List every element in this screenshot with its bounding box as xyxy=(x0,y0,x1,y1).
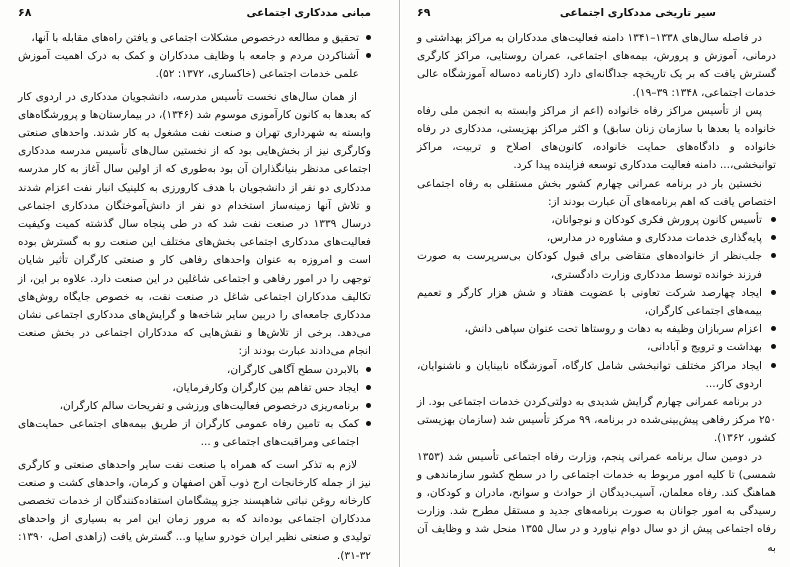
right-bullets xyxy=(417,211,776,393)
left-bullets-top xyxy=(18,29,371,84)
list-item: آشناکردن مردم و جامعه با وظایف مددکاران و کمک به درک اهمیت آموزش علمی خدمات اجتماعی (خاکساری، ۱۳۷۲: ۵۲). xyxy=(18,47,371,83)
paragraph: پس از تأسیس مراکز رفاه خانواده (اعم از مراکز وابسته به انجمن ملی رفاه خانواده یا بعدها با سازمان زنان سابق) و اکثر مراکز بهزیستی، مددکاری در رفاه خانواده و دادگاه‌های حمایت خانواده، کانون‌های اصلاح و تربیت، مراکز توانبخشی،... دامنه فعالیت مددکاری توسعه فزاینده پیدا کرد. xyxy=(417,104,776,172)
list-item: تأسیس کانون پرورش فکری کودکان و نوجوانان، xyxy=(417,211,776,229)
list-item: ایجاد مراکز مختلف توانبخشی شامل کارگاه، آموزشگاه نابینایان و ناشنوایان، اردوی کار،... xyxy=(417,357,776,393)
right-page-title: سیر تاریخی مددکاری اجتماعی xyxy=(559,7,716,19)
bullet-icon xyxy=(366,53,371,58)
list-item: برنامه‌ریزی درخصوص فعالیت‌های ورزشی و تفریحات سالم کارگران، xyxy=(18,397,371,415)
bullet-icon xyxy=(771,326,776,331)
left-bullets-mid xyxy=(18,361,371,452)
list-item: ایجاد حس تفاهم بین کارگران وکارفرمایان، xyxy=(18,379,371,397)
bullet-icon xyxy=(771,217,776,222)
list-item: کمک به تامین رفاه عمومی کارگران از طریق بیمه‌های اجتماعی حمایت‌های اجتماعی ومراقبت‌های اجتماعی و ... xyxy=(18,415,371,451)
left-page-title: مبانی مددکاری اجتماعی xyxy=(246,7,371,19)
paragraph: نخستین بار در برنامه عمرانی چهارم کشور بخش مستقلی به رفاه اجتماعی اختصاص یافت که اهم برنامه‌های آن عبارت بودند از: xyxy=(417,177,776,208)
left-running-head xyxy=(18,6,371,19)
paragraph: در فاصله سال‌های ۱۳۳۸–۱۳۴۱ دامنه فعالیت‌های مددکاران به مراکز بهداشتی و درمانی، آموزش و پرورش، بیمه‌های اجتماعی، عمران روستایی، مراکز کارگری گسترش یافت که بر یک تاریخچه جداگانه‌ای دارد (کارنامه ده‌ساله آموزشگاه عالی خدمات اجتماعی، ۱۳۴۸: ۳۹–۱۹). xyxy=(417,32,776,99)
list-item: ایجاد چهارصد شرکت تعاونی با عضویت هفتاد و شش هزار کارگر و تعمیم بیمه‌های اجتماعی کارگران، xyxy=(417,284,776,320)
bullet-icon xyxy=(366,385,371,390)
right-page xyxy=(401,0,790,567)
right-page-number: ۶۹ xyxy=(417,6,431,19)
paragraph: از همان سال‌های نخست تأسیس مدرسه، دانشجویان مددکاری در اردوی کار که بعدها به کانون کارآموزی موسوم شد (۱۳۴۶)، در بیمارستان‌ها و پرورشگاه‌های وابسته به شهرداری تهران و صنعت نفت مشغول به کار شدند. واحدهای صنعتی وکارگری نیز از بخش‌هایی بود که از نخستین سال‌های تأسیس مدرسه مددکاری اجتماعی مدنظر بنیانگذاران آن بود به‌طوری که از اولین سال آغاز به کار مدرسه مددکاری دو نفر از دانشجویان با هدف کارورزی به کلینیک انبار نفت اعزام شدند و تلاش آنها زمینه‌ساز استخدام دو نفر از دانش‌آموختگان مددکاری اجتماعی درسال ۱۳۳۹ در صنعت نفت شد که در طی پنجاه سال گذشته کمیت وکیفیت فعالیت‌های مددکاری اجتماعی بخش‌های مختلف این صنعت رو به گسترش بوده است و امروزه به عنوان واحدهای رفاهی کار و صنعتی کارگران تأثیر شایان توجهی را در امور رفاهی و اجتماعی شاغلین در این صنعت دارد. علاوه بر این، از تکالیف مددکاران اجتماعی شاغل در صنعت نفت، به خصوص جایگاه روش‌های مددکاری جامعه‌ای را دربین سایر شاخه‌ها و گرایش‌های مددکاری اجتماعی نشان می‌دهد. برخی از تلاش‌ها و نقش‌هایی که مددکاران اجتماعی در بخش صنعت انجام می‌دادند عبارت بودند از: xyxy=(18,90,371,358)
list-item: جلب‌نظر از خانواده‌های متقاضی برای قبول کودکان بی‌سرپرست به صورت فرزند خوانده توسط مددکاری وزارت دادگستری، xyxy=(417,247,776,283)
left-page-number: ۶۸ xyxy=(18,6,32,19)
bullet-icon xyxy=(771,290,776,295)
bullet-icon xyxy=(366,403,371,408)
paragraph: در برنامه عمرانی چهارم گرایش شدیدی به دولتی‌کردن خدمات اجتماعی بود. از ۲۵۰ مرکز رفاهی پیش‌بینی‌شده در برنامه، ۹۹ مرکز تأسیس شد (سازمان بهزیستی کشور، ۱۳۶۲). xyxy=(417,396,777,445)
bullet-icon xyxy=(771,253,776,258)
list-item: بهداشت و ترویج و آبادانی، xyxy=(417,338,776,356)
list-item: اعزام سربازان وظیفه به دهات و روستاها تحت عنوان سپاهی دانش، xyxy=(417,320,776,338)
bullet-icon xyxy=(366,421,371,426)
right-running-head xyxy=(417,6,776,19)
list-item: بالابردن سطح آگاهی کارگران، xyxy=(18,361,371,379)
bullet-icon xyxy=(771,344,776,349)
list-item: پایه‌گذاری خدمات مددکاری و مشاوره در مدارس، xyxy=(417,229,776,247)
paragraph: در دومین سال برنامه عمرانی پنجم، وزارت رفاه اجتماعی تأسیس شد (۱۳۵۳ شمسی) تا کلیه امور مربوط به خدمات اجتماعی را در سطح کشور سازماندهی و هماهنگ کند. رفاه معلمان، آسیب‌دیدگان از حوادث و سوانح، مادران و کودکان، و رسیدگی به امور جوانان به صورت برنامه‌های جدید و مستقل مطرح شد. وزارت رفاه اجتماعی پیش از دو سال دوام نیاورد و در سال ۱۳۵۵ منحل شد و وظایف آن به xyxy=(417,450,776,554)
list-item: تحقیق و مطالعه درخصوص مشکلات اجتماعی و یافتن راه‌های مقابله با آنها، xyxy=(18,29,371,47)
bullet-icon xyxy=(771,363,776,368)
bullet-icon xyxy=(771,235,776,240)
bullet-icon xyxy=(366,367,371,372)
bullet-icon xyxy=(366,35,371,40)
paragraph: لازم به تذکر است که همراه با صنعت نفت سایر واحدهای صنعتی و کارگری نیز از جمله کارخانجات ارج ذوب آهن اصفهان و کرمان، واحدهای کشت و صنعت کارخانه روغن نباتی شاهپسند جزو پیشگامان استفاده‌کنندگان از خدمات تخصصی مددکاران اجتماعی بوده‌اند که به مرور زمان این امر به بسیاری از واحدهای تولیدی و صنعتی نظیر ایران خودرو سایپا و... گسترش یافت (زاهدی اصل، ۱۳۹۰: ۳۲-۳۱). xyxy=(18,458,371,562)
